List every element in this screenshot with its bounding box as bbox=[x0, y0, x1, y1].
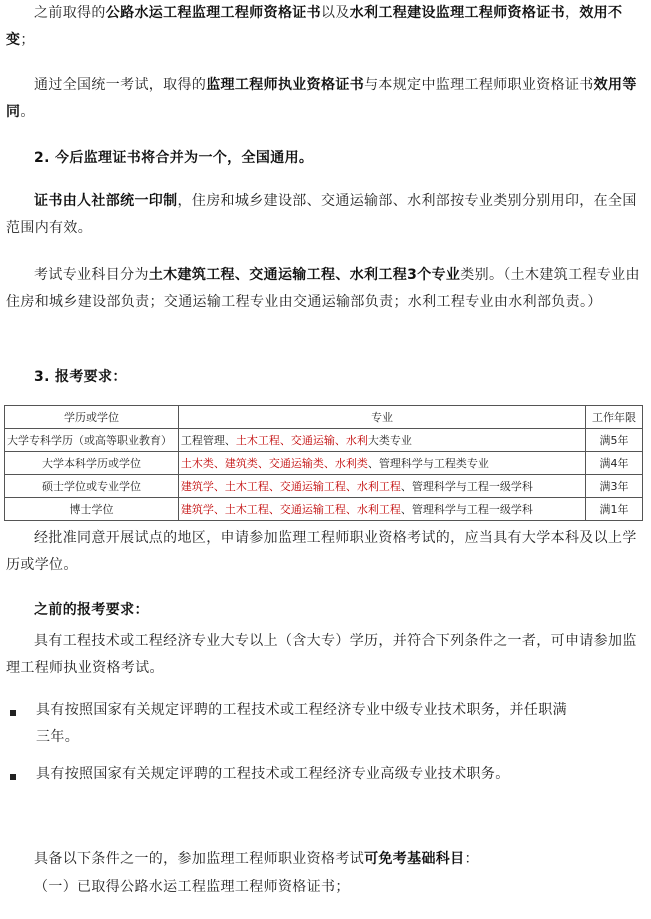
heading-previous-requirements bbox=[6, 597, 644, 624]
heading-merge bbox=[6, 145, 644, 172]
bold-text: 可免考基础科目 bbox=[364, 851, 465, 867]
text: 。 bbox=[20, 104, 35, 120]
text: 具有按照国家有关规定评聘的工程技术或工程经济专业中级专业技术职务，并任职满三年。 bbox=[36, 702, 567, 745]
table-header-row bbox=[5, 406, 643, 429]
header-major: 专业 bbox=[178, 406, 585, 429]
text: 与本规定中监理工程师职业资格证书 bbox=[364, 77, 594, 93]
bold-text: 效用不变 bbox=[6, 5, 623, 48]
bold-text: 之前的报考要求： bbox=[34, 602, 149, 618]
para-exemption bbox=[6, 846, 644, 873]
cell-years: 满5年 bbox=[586, 429, 643, 452]
cell-major bbox=[178, 452, 585, 475]
text: 经批准同意开展试点的地区，申请参加监理工程师职业资格考试的，应当具有大学本科及以上学历或学位。 bbox=[6, 530, 637, 573]
text: 大类专业 bbox=[367, 433, 412, 447]
para-exam-subjects bbox=[6, 262, 644, 316]
bold-text: 土木建筑工程、交通运输工程、水利工程3个专业 bbox=[148, 267, 461, 283]
text: 具有工程技术或工程经济专业大专以上（含大专）学历，并符合下列条件之一者，可申请参加监理工程师执业资格考试。 bbox=[6, 633, 637, 676]
text: 具备以下条件之一的，参加监理工程师职业资格考试 bbox=[34, 851, 365, 867]
highlight-text: 土木类、建筑类、交通运输类、水利类 bbox=[180, 456, 368, 470]
bullet-icon bbox=[10, 774, 16, 780]
text: ， bbox=[564, 5, 580, 21]
text: 、管理科学与工程类专业 bbox=[367, 456, 489, 470]
highlight-text: 建筑学、土木工程、交通运输工程、水利工程 bbox=[180, 502, 401, 516]
bullet-item-intermediate bbox=[36, 697, 576, 751]
header-degree: 学历或学位 bbox=[5, 406, 179, 429]
cell-major bbox=[178, 429, 585, 452]
text: 、管理科学与工程一级学科 bbox=[400, 502, 533, 516]
text: 考试专业科目分为 bbox=[34, 267, 149, 283]
text: 具有按照国家有关规定评聘的工程技术或工程经济专业高级专业技术职务。 bbox=[36, 766, 510, 782]
bold-text: 公路水运工程监理工程师资格证书 bbox=[105, 5, 321, 21]
para-exemption-item-1 bbox=[6, 874, 644, 901]
cell-years: 满1年 bbox=[586, 498, 643, 521]
cell-degree: 大学专科学历（或高等职业教育） bbox=[5, 429, 179, 452]
para-previous-conditions bbox=[6, 628, 644, 682]
cell-degree: 硕士学位或专业学位 bbox=[5, 475, 179, 498]
bold-text: 3. 报考要求： bbox=[34, 369, 127, 385]
bold-text: 监理工程师执业资格证书 bbox=[206, 77, 365, 93]
para-pilot-regions bbox=[6, 525, 644, 579]
cell-years: 满3年 bbox=[586, 475, 643, 498]
highlight-text: 建筑学、土木工程、交通运输工程、水利工程 bbox=[180, 479, 401, 493]
text: ： bbox=[464, 851, 479, 867]
heading-requirements bbox=[6, 364, 644, 391]
text: 以及 bbox=[321, 5, 350, 21]
para-previous-certificates bbox=[6, 0, 644, 54]
table-row bbox=[5, 475, 643, 498]
cell-degree: 大学本科学历或学位 bbox=[5, 452, 179, 475]
text: （一）已取得公路水运工程监理工程师资格证书； bbox=[34, 879, 350, 895]
para-certificate-printing bbox=[6, 188, 644, 242]
highlight-text: 土木工程、交通运输、水利 bbox=[235, 433, 368, 447]
text: 通过全国统一考试，取得的 bbox=[34, 77, 207, 93]
text: ，住房和城乡建设部、交通运输部、水利部按专业类别分别用印，在全国范围内有效。 bbox=[6, 193, 637, 236]
cell-major bbox=[178, 475, 585, 498]
text: ； bbox=[20, 32, 35, 48]
para-exam-equivalence bbox=[6, 72, 644, 126]
cell-degree: 博士学位 bbox=[5, 498, 179, 521]
bullet-icon bbox=[10, 710, 16, 716]
bullet-item-senior bbox=[36, 761, 576, 788]
bold-text: 效用等同 bbox=[6, 77, 637, 120]
bold-text: 2. 今后监理证书将合并为一个，全国通用。 bbox=[34, 150, 314, 166]
header-years: 工作年限 bbox=[586, 406, 643, 429]
text: 工程管理、 bbox=[180, 433, 236, 447]
table-row bbox=[5, 452, 643, 475]
cell-years: 满4年 bbox=[586, 452, 643, 475]
bold-text: 水利工程建设监理工程师资格证书 bbox=[349, 5, 565, 21]
requirements-table bbox=[4, 405, 643, 521]
text: 、管理科学与工程一级学科 bbox=[400, 479, 533, 493]
table-row bbox=[5, 498, 643, 521]
text: 之前取得的 bbox=[34, 5, 106, 21]
cell-major bbox=[178, 498, 585, 521]
table-row bbox=[5, 429, 643, 452]
text: 类别。（土木建筑工程专业由住房和城乡建设部负责；交通运输工程专业由交通运输部负责；水利工程专业由水利部负责。） bbox=[6, 267, 640, 310]
bold-text: 证书由人社部统一印制 bbox=[34, 193, 178, 209]
